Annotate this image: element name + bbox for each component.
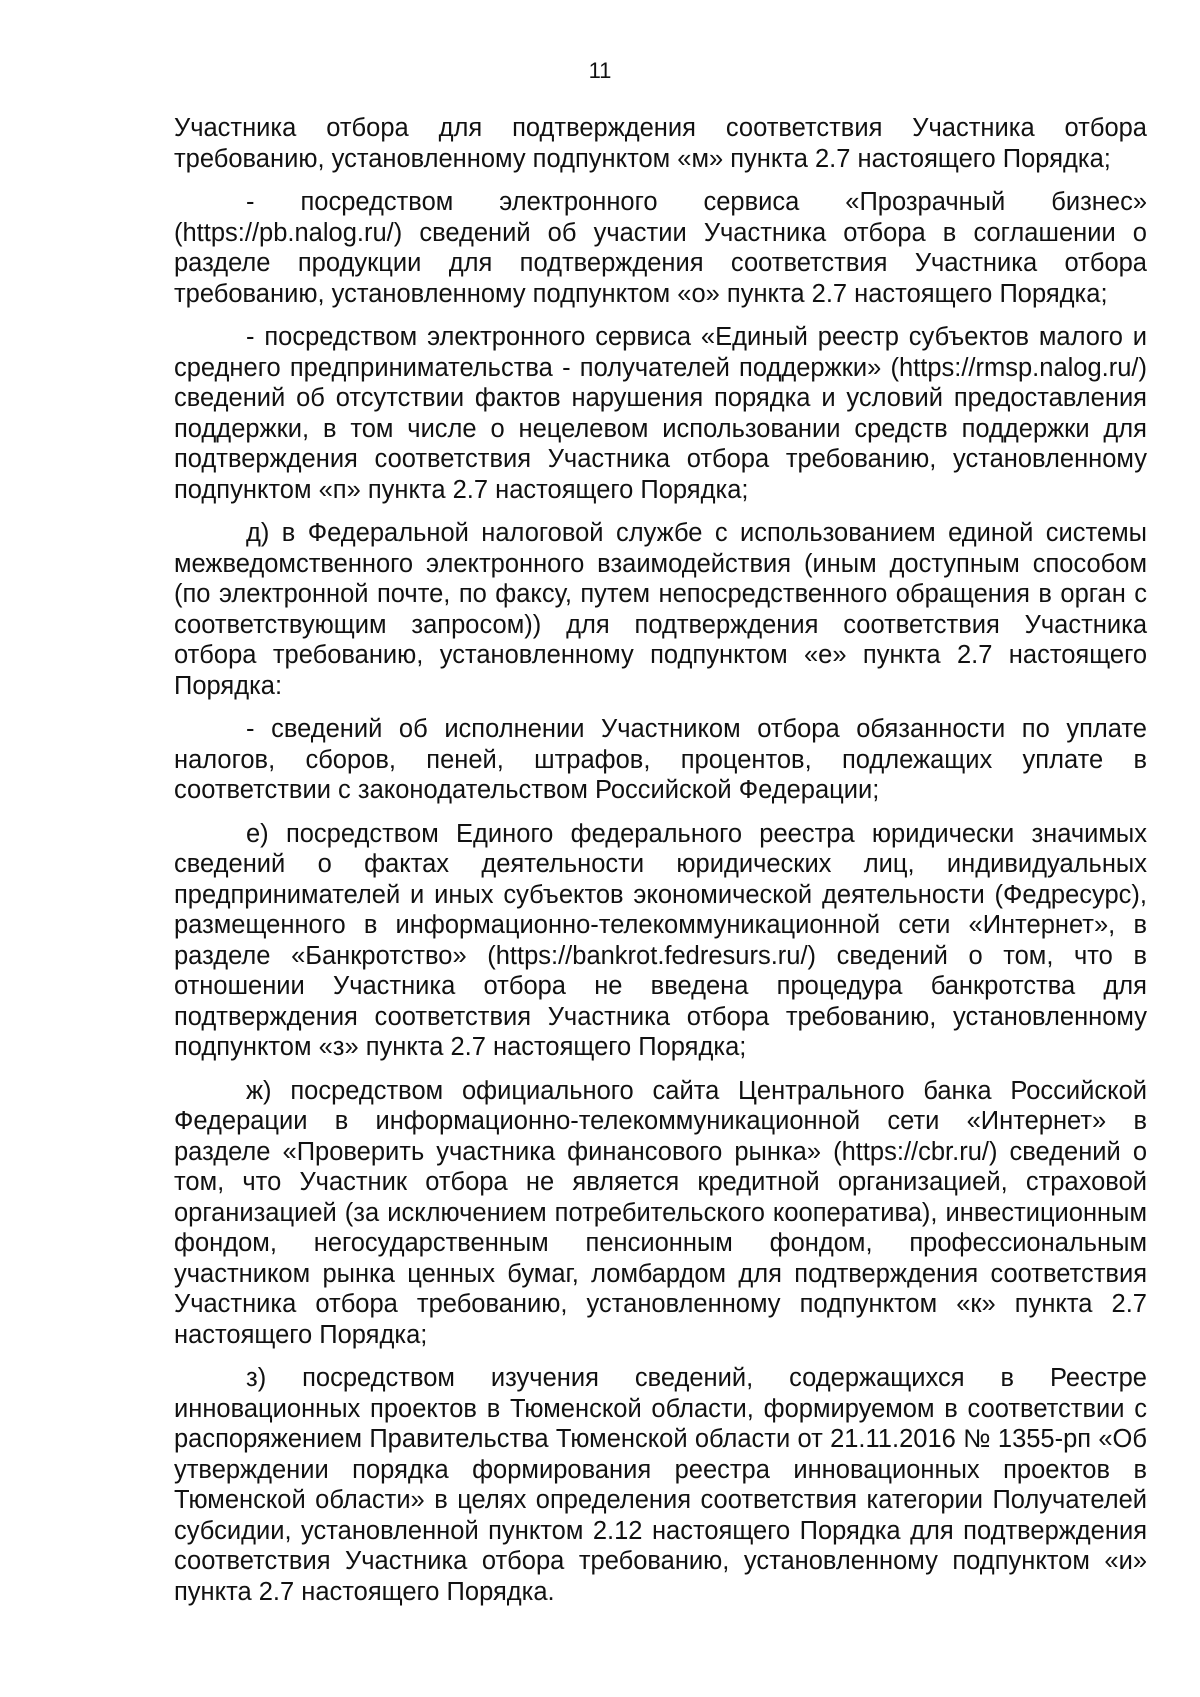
paragraph-transparent-business: - посредством электронного сервиса «Прозрачный бизнес» (https://pb.nalog.ru/) сведений об участии Участника отбора в соглашении о разделе продукции для подтверждения соответствия Участника отбора требованию, установленному подпунктом «о» пункта 2.7 настоящего Порядка; (174, 188, 1147, 308)
paragraph-tax-obligations: - сведений об исполнении Участником отбора обязанности по уплате налогов, сборов, пеней, штрафов, процентов, подлежащих уплате в соответствии с законодательством Российской Федерации; (174, 715, 1147, 804)
paragraph-item-z: з) посредством изучения сведений, содержащихся в Реестре инновационных проектов в Тюменской области, формируемом в соответствии с распоряжением Правительства Тюменской области от 21.11.2016 № 1355-рп «Об утверждении порядка формирования реестра инновационных проектов в Тюменской области» в целях определения соответствия категории Получателей субсидии, установленной пунктом 2.12 настоящего Порядка для подтверждения соответствия Участника отбора требованию, установленному подпунктом «и» пункта 2.7 настоящего Порядка. (174, 1364, 1147, 1606)
paragraph-item-zh: ж) посредством официального сайта Центрального банка Российской Федерации в информационно-телекоммуникационной сети «Интернет» в разделе «Проверить участника финансового рынка» (https://cbr.ru/) сведений о том, что Участник отбора не является кредитной организацией, страховой организацией (за исключением потребительского кооператива), инвестиционным фондом, негосударственным пенсионным фондом, профессиональным участником рынка ценных бумаг, ломбардом для подтверждения соответствия Участника отбора требованию, установленному подпунктом «к» пункта 2.7 настоящего Порядка; (174, 1076, 1147, 1349)
document-body (174, 113, 1147, 1620)
paragraph-item-e: е) посредством Единого федерального реестра юридически значимых сведений о фактах деятельности юридических лиц, индивидуальных предпринимателей и иных субъектов экономической деятельности (Федресурс), размещенного в информационно-телекоммуникационной сети «Интернет», в разделе «Банкротство» (https://bankrot.fedresurs.ru/) сведений о том, что в отношении Участника отбора не введена процедура банкротства для подтверждения соответствия Участника отбора требованию, установленному подпунктом «з» пункта 2.7 настоящего Порядка; (174, 819, 1147, 1061)
paragraph-sme-registry: - посредством электронного сервиса «Единый реестр субъектов малого и среднего предпринимательства - получателей поддержки» (https://rmsp.nalog.ru/) сведений об отсутствии фактов нарушения порядка и условий предоставления поддержки, в том числе о нецелевом использовании средств поддержки для подтверждения соответствия Участника отбора требованию, установленному подпунктом «п» пункта 2.7 настоящего Порядка; (174, 323, 1147, 504)
paragraph-continuation: Участника отбора для подтверждения соответствия Участника отбора требованию, установленному подпунктом «м» пункта 2.7 настоящего Порядка; (174, 114, 1147, 173)
paragraph-item-d: д) в Федеральной налоговой службе с использованием единой системы межведомственного электронного взаимодействия (иным доступным способом (по электронной почте, по факсу, путем непосредственного обращения в орган с соответствующим запросом)) для подтверждения соответствия Участника отбора требованию, установленному подпунктом «е» пункта 2.7 настоящего Порядка: (174, 519, 1147, 700)
page-number: 11 (588, 58, 612, 83)
